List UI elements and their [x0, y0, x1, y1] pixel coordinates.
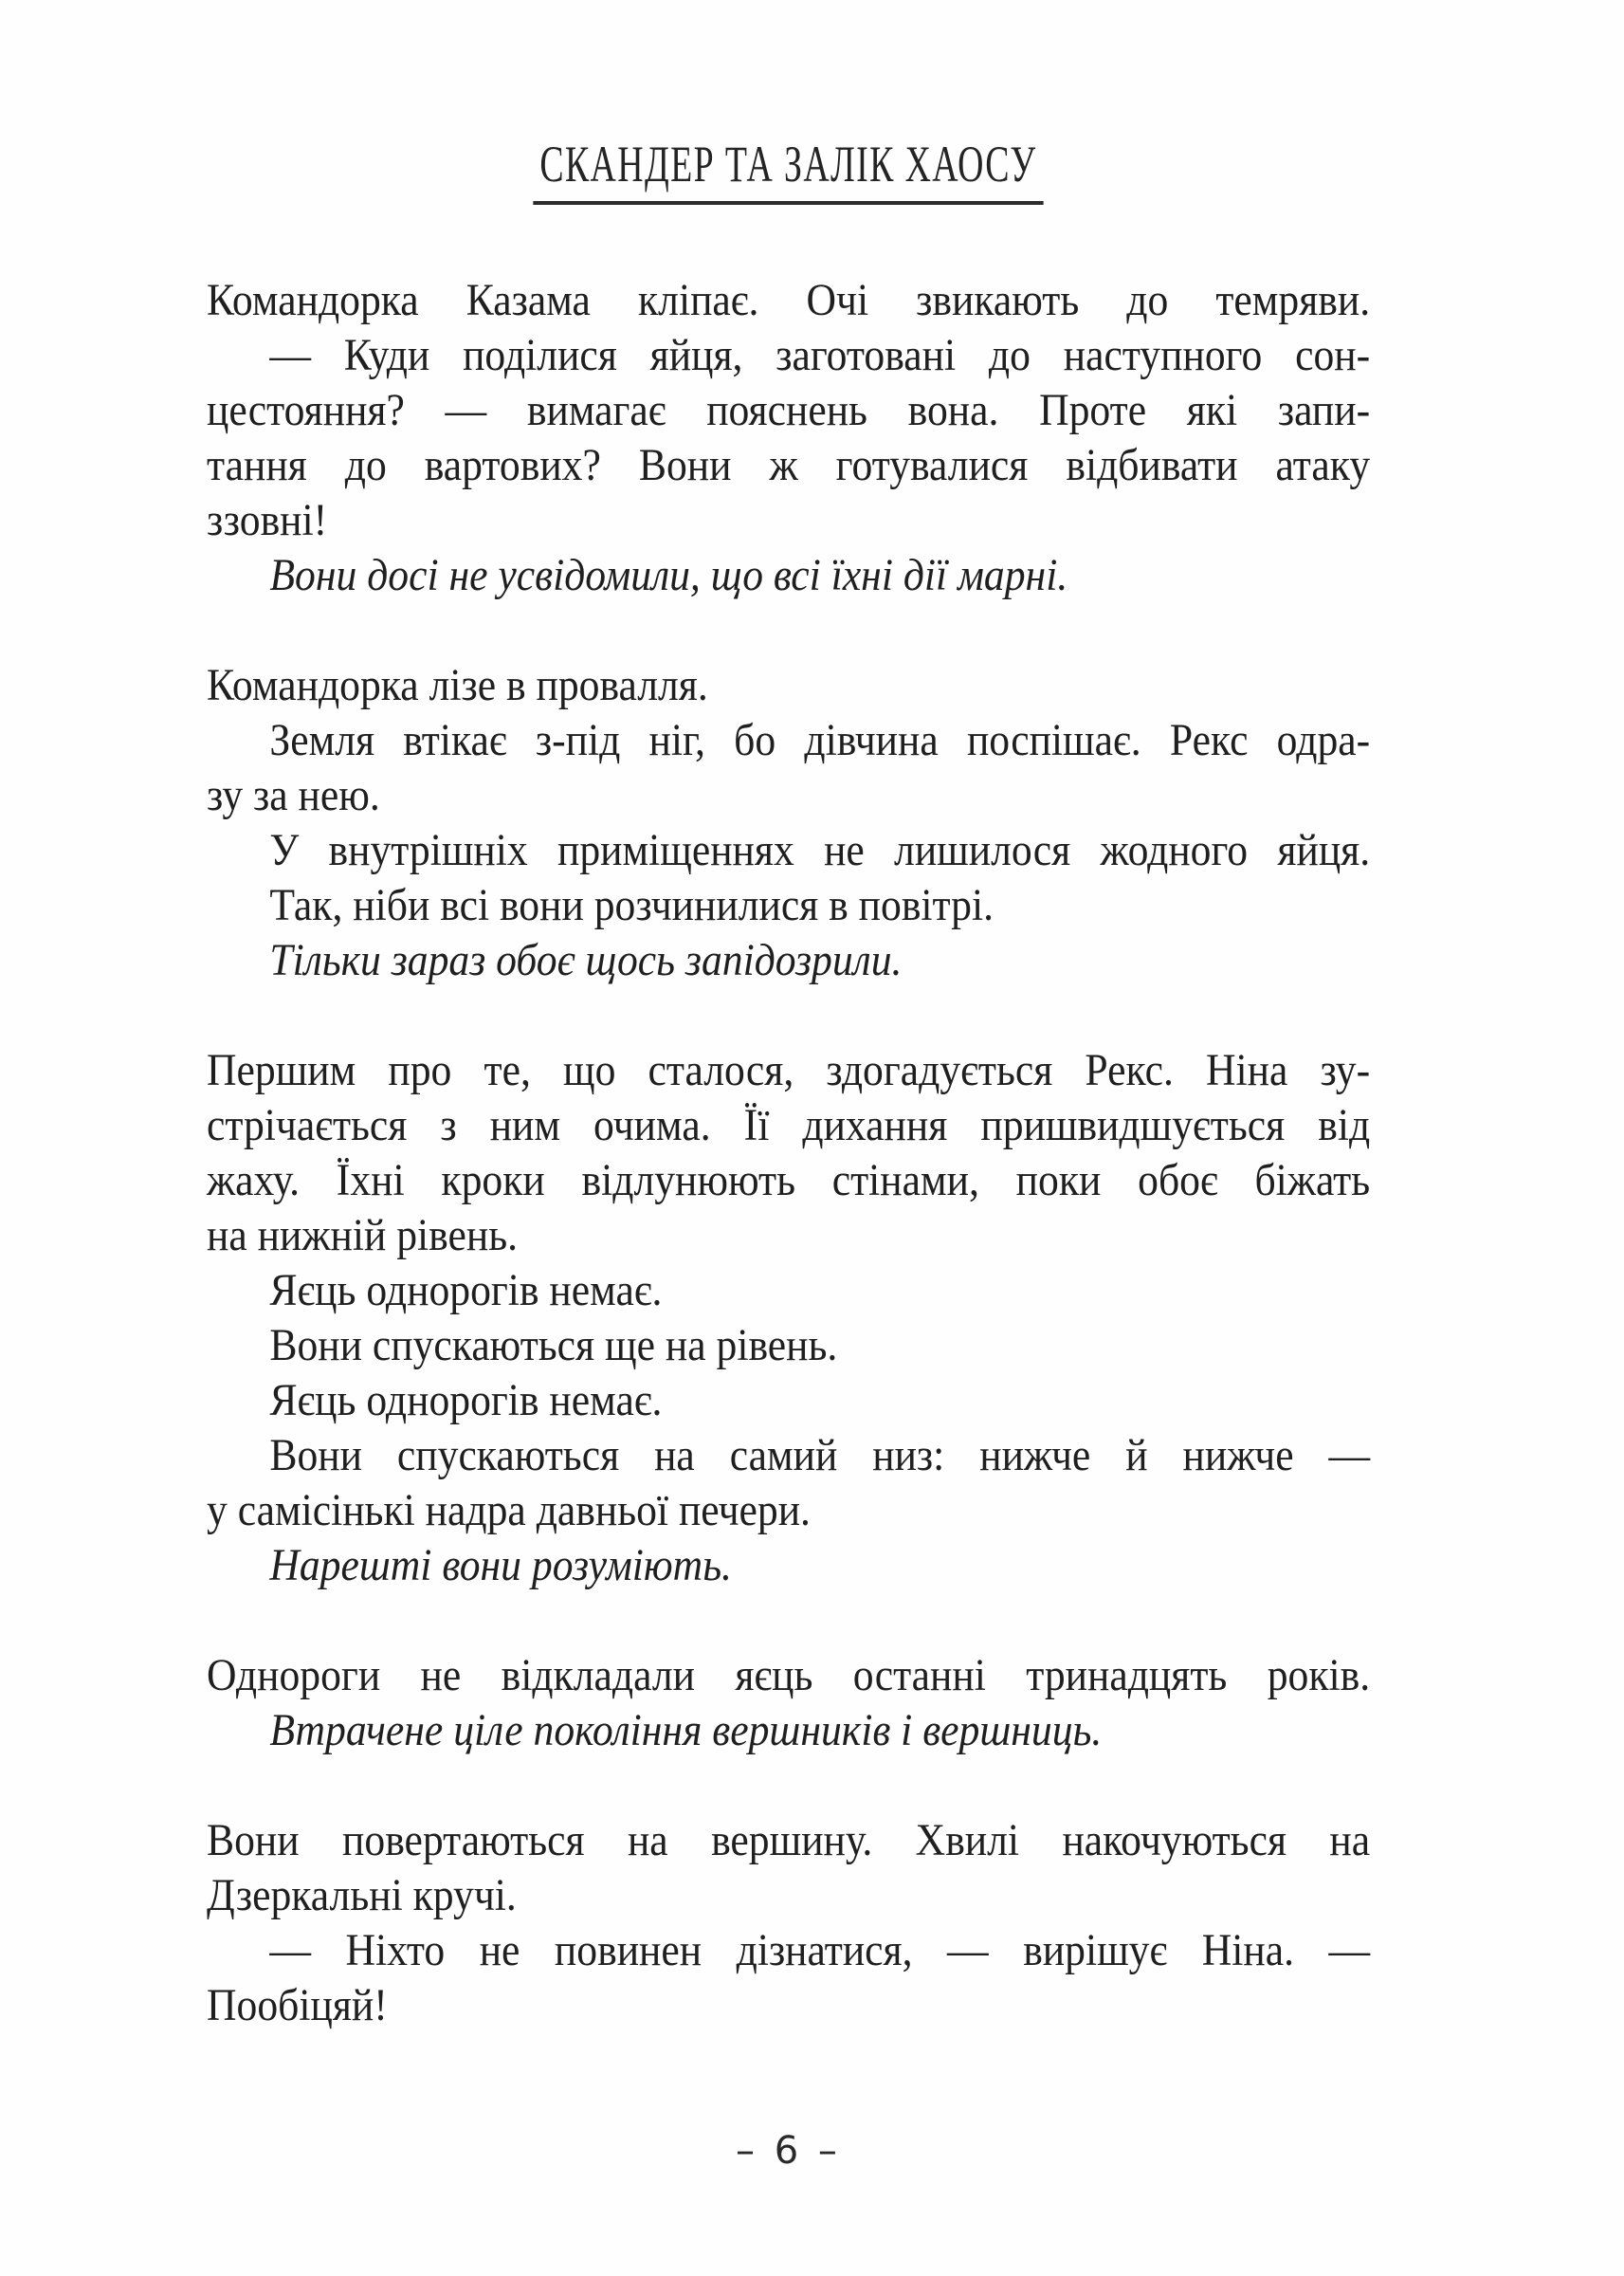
text-block [207, 658, 1370, 988]
text-line: Командорка лізе в провалля. [207, 660, 708, 710]
text-block [207, 1648, 1370, 1758]
text-line: Першим про те, що сталося, здогадується Рекс. Ніна зу- [207, 1045, 1371, 1095]
text-line: Яєць однорогів немає. [269, 1375, 663, 1425]
text-line: тання до вартових? Вони ж готувалися відбивати атаку [207, 440, 1371, 490]
text-line: ззовні! [207, 495, 328, 545]
page-body [207, 273, 1370, 2088]
text-line: Тільки зараз обоє щось запідозрили. [269, 935, 903, 985]
text-line: Однороги не відкладали яєць останні тринадцять років. [207, 1650, 1371, 1700]
text-line: на нижній рівень. [207, 1210, 519, 1260]
text-line: Вони досі не усвідомили, що всі їхні дії марні. [269, 550, 1068, 600]
text-line: стрічається з ним очима. Її дихання пришвидшується від [207, 1100, 1371, 1150]
text-block [207, 1043, 1370, 1593]
text-line: цестояння? — вимагає пояснень вона. Проте які запи- [207, 385, 1371, 435]
text-line: Пообіцяй! [207, 1980, 388, 2030]
text-line: Так, ніби всі вони розчинилися в повітрі. [269, 880, 994, 930]
text-line: Нарешті вони розуміють. [269, 1540, 732, 1590]
page-number: – 6 – [736, 2129, 841, 2173]
text-line: жаху. Їхні кроки відлунюють стінами, поки обоє біжать [207, 1155, 1371, 1205]
chapter-title: СКАНДЕР ТА ЗАЛІК ХАОСУ [533, 138, 1043, 205]
text-line: Земля втікає з-під ніг, бо дівчина поспішає. Рекс одра- [269, 715, 1371, 765]
text-block [207, 273, 1370, 603]
chapter-header [207, 138, 1370, 205]
text-line: Вони спускаються на самий низ: нижче й нижче — [269, 1430, 1371, 1480]
text-line: — Ніхто не повинен дізнатися, — вирішує Ніна. — [269, 1925, 1371, 1975]
text-line: Яєць однорогів немає. [269, 1265, 663, 1315]
text-line: — Куди поділися яйця, заготовані до наступного сон- [269, 330, 1371, 380]
text-block [207, 1813, 1370, 2033]
text-line: Командорка Казама кліпає. Очі звикають до темряви. [207, 275, 1371, 325]
text-line: Вони спускаються ще на рівень. [269, 1320, 838, 1370]
text-line: у самісінькі надра давньої печери. [207, 1485, 811, 1535]
text-line: Дзеркальні кручі. [207, 1870, 517, 1920]
text-line: Втрачене ціле покоління вершників і вершниць. [269, 1705, 1103, 1755]
text-line: У внутрішніх приміщеннях не лишилося жодного яйця. [269, 825, 1371, 875]
text-line: Вони повертаються на вершину. Хвилі накочуються на [207, 1815, 1371, 1865]
text-line: зу за нею. [207, 770, 380, 820]
